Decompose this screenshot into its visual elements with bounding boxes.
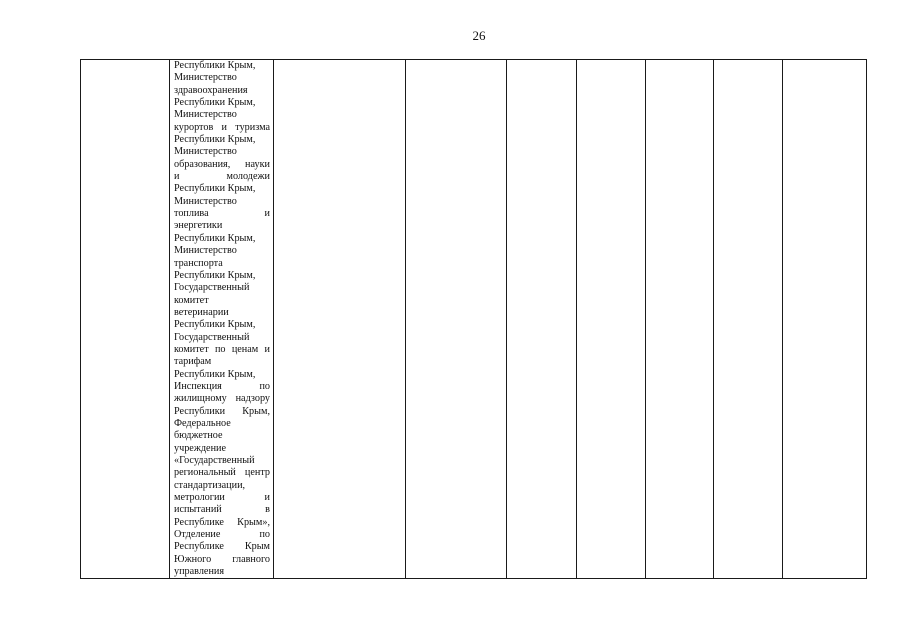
cell-text-line: метрологии и [174, 492, 270, 504]
cell-text-line: Министерство [174, 195, 237, 207]
cell-text-line: транспорта [174, 257, 223, 269]
cell-text-line: Государственный [174, 282, 250, 294]
cell-text-line: и молодежи [174, 171, 270, 183]
cell-text-line: Федеральное [174, 417, 231, 429]
cell-text-line: испытаний в [174, 504, 270, 516]
cell-text-line: Республики Крым, [174, 134, 256, 146]
table-cell-col-9 [783, 60, 867, 579]
cell-text-line: Министерство [174, 146, 237, 158]
cell-text-line: Республике Крым», [174, 516, 270, 528]
cell-text-line: Республики Крым, [174, 60, 256, 71]
table-cell-col-3 [274, 60, 406, 579]
cell-text-line: Республики Крым, [174, 319, 256, 331]
cell-text-line: энергетики [174, 220, 223, 232]
table-cell-col-8 [714, 60, 783, 579]
cell-text-line: Отделение по [174, 529, 270, 541]
cell-text-line: Министерство [174, 245, 237, 257]
table-row [81, 60, 867, 579]
cell-text-line: курортов и туризма [174, 121, 270, 133]
cell-text-line: Республике Крым [174, 541, 270, 553]
page-number: 26 [472, 28, 486, 43]
cell-text-line: Республики Крым, [174, 183, 256, 195]
table-cell-col-1 [81, 60, 170, 579]
table-cell-col-7 [646, 60, 714, 579]
cell-text-line: региональный центр [174, 467, 270, 479]
cell-text-line: тарифам [174, 356, 212, 368]
cell-text-line: комитет [174, 294, 209, 306]
cell-text-line: Государственный [174, 331, 250, 343]
cell-text-line: здравоохранения [174, 84, 248, 96]
cell-text-line: Республики Крым, [174, 405, 270, 417]
cell-text-line: учреждение [174, 442, 227, 454]
document-table [80, 59, 867, 579]
cell-text-line: управления [174, 566, 225, 578]
table-cell-col-4 [406, 60, 507, 579]
cell-text-line: Инспекция по [174, 380, 270, 392]
cell-text-line: стандартизации, [174, 479, 246, 491]
cell-text-line: комитет по ценам и [174, 343, 270, 355]
cell-text-line: образования, науки [174, 158, 270, 170]
cell-text-line: «Государственный [174, 455, 255, 466]
cell-text-line: Республики Крым, [174, 97, 256, 109]
cell-text-line: Республики Крым, [174, 368, 256, 380]
responsible-executors-text [170, 60, 273, 578]
table-cell-col-5 [507, 60, 577, 579]
cell-text-line: Министерство [174, 72, 237, 84]
cell-text-line: бюджетное [174, 430, 223, 442]
cell-text-line: Республики Крым, [174, 232, 256, 244]
cell-text-line: жилищному надзору [174, 393, 270, 405]
cell-text-line: топлива и [174, 208, 270, 220]
cell-text-line: Министерство [174, 109, 237, 121]
table-cell-responsible-executors [170, 60, 274, 579]
cell-text-line: ветеринарии [174, 306, 229, 318]
cell-text-line: Республики Крым, [174, 269, 256, 281]
cell-text-line: Южного главного [174, 553, 270, 565]
table-cell-col-6 [577, 60, 646, 579]
